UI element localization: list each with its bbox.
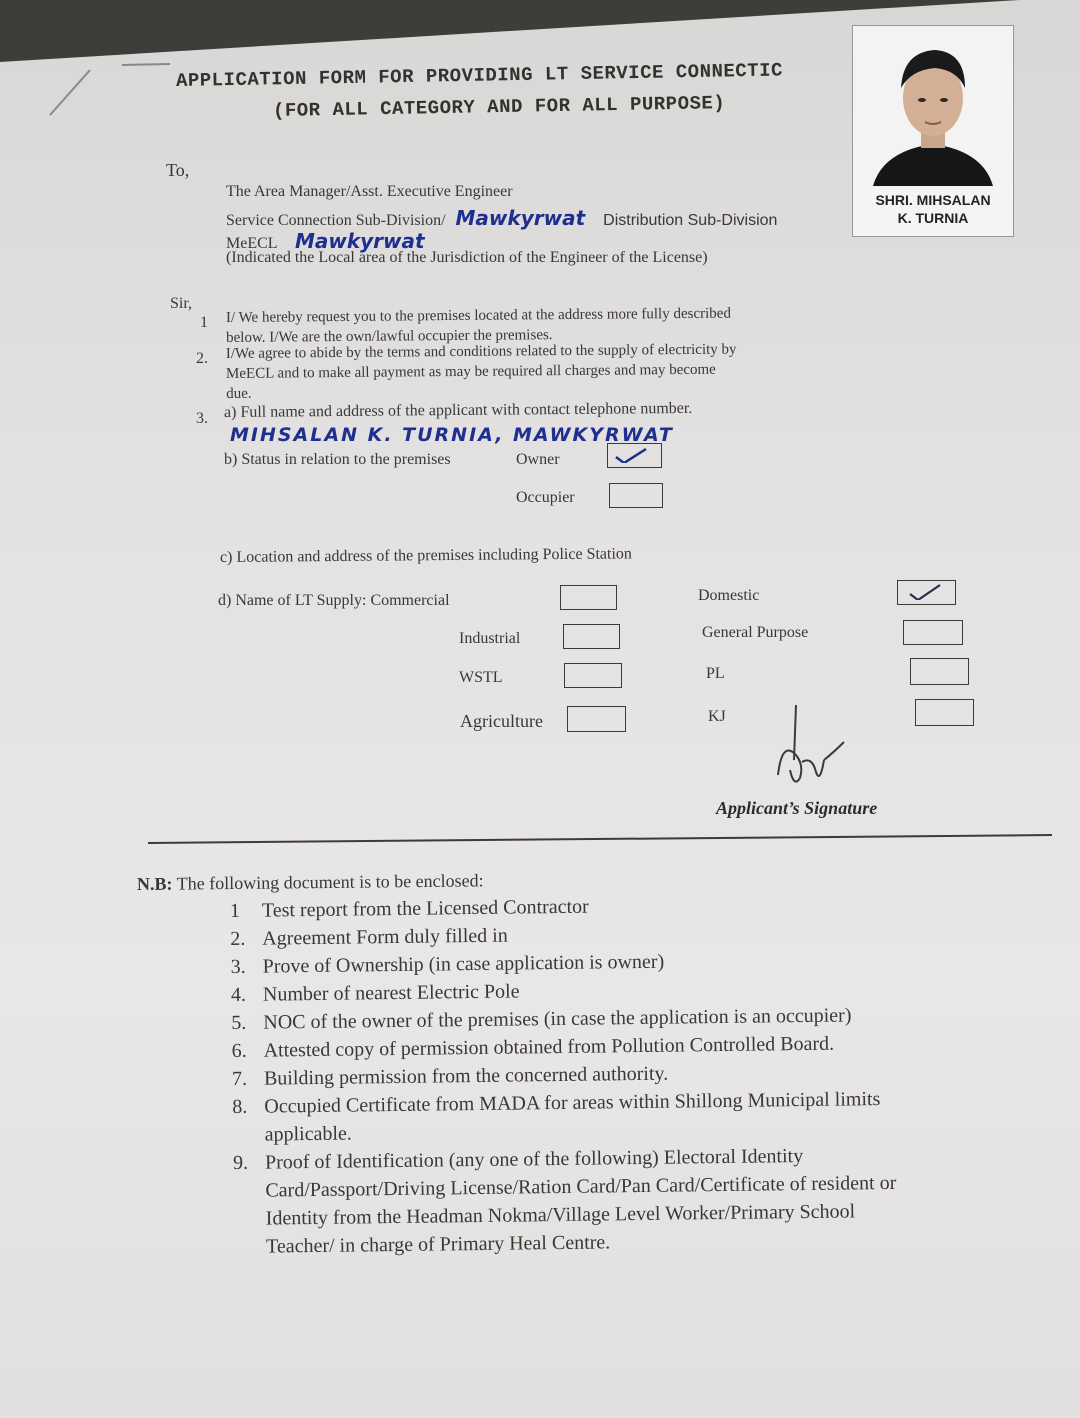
nb-document-list [230, 889, 897, 1261]
list-item: 3. Prove of Ownership (in case application is owner) [230, 950, 665, 979]
list-item: 8. Occupied Certificate from MADA for areas within Shillong Municipal limits [232, 1088, 881, 1118]
nb-heading-text: The following document is to be enclosed: [176, 870, 484, 894]
applicant-name-handwritten: MIHSALAN K. TURNIA, MAWKYRWAT [230, 424, 674, 446]
para1-line1: I/ We hereby request you to the premises located at the address more fully described [225, 305, 731, 327]
list-item: applicable. [264, 1122, 352, 1146]
distribution-subdivision-label: Distribution Sub-Division [603, 212, 778, 229]
form-title-line2: (FOR ALL CATEGORY AND FOR ALL PURPOSE) [272, 92, 726, 122]
list-item: Card/Passport/Driving License/Ration Card/Pan Card/Certificate of resident or [265, 1171, 897, 1202]
nb-heading-bold: N.B: [136, 873, 173, 894]
address-line2-text: Service Connection Sub-Division/ [226, 212, 446, 229]
owner-label: Owner [516, 451, 560, 468]
pencil-mark [40, 50, 180, 130]
item-3c-label: c) Location and address of the premises including Police Station [219, 545, 632, 566]
handwritten-signature [760, 700, 860, 795]
list-item: 2. Agreement Form duly filled in [230, 924, 508, 951]
check-icon [906, 582, 942, 600]
owner-checkbox[interactable] [607, 443, 662, 468]
general-purpose-label: General Purpose [702, 624, 809, 641]
item-3d-label: d) Name of LT Supply: Commercial [218, 592, 450, 609]
agriculture-checkbox[interactable] [567, 706, 626, 732]
para1-line2: below. I/We are the own/lawful occupier the premises. [226, 327, 553, 346]
nb-heading [137, 870, 484, 895]
list-item: 4. Number of nearest Electric Pole [230, 980, 520, 1007]
para2 [226, 340, 737, 404]
agriculture-label: Agriculture [460, 711, 543, 731]
kj-checkbox[interactable] [915, 699, 974, 726]
kj-label: KJ [708, 708, 726, 725]
domestic-label: Domestic [698, 587, 760, 604]
occupier-label: Occupier [516, 489, 575, 506]
salutation: Sir, [170, 295, 193, 312]
para1-num: 1 [200, 314, 208, 331]
form-title-line1: APPLICATION FORM FOR PROVIDING LT SERVICE CONNECTIC [175, 59, 784, 92]
list-item: 9. Proof of Identification (any one of the following) Electoral Identity [232, 1145, 804, 1174]
list-item: 6. Attested copy of permission obtained from Pollution Controlled Board. [231, 1032, 835, 1063]
wstl-label: WSTL [459, 669, 503, 686]
commercial-checkbox[interactable] [560, 585, 617, 610]
occupier-checkbox[interactable] [609, 483, 663, 508]
para2-line3: due. [226, 385, 252, 402]
list-item: 1 Test report from the Licensed Contractor [229, 895, 589, 923]
para3-num: 3. [196, 410, 208, 427]
para2-line2: MeECL and to make all payment as may be required all charges and may become [225, 361, 716, 382]
person-portrait-icon [853, 26, 1013, 186]
industrial-checkbox[interactable] [563, 624, 620, 649]
applicant-signature-label: Applicant’s Signature [716, 798, 878, 818]
subdivision-handwritten: Mawkyrwat [455, 206, 586, 230]
address-line4: (Indicated the Local area of the Jurisdiction of the Engineer of the License) [226, 249, 708, 266]
meecl-handwritten: Mawkyrwat [294, 229, 425, 253]
list-item: Identity from the Headman Nokma/Village Level Worker/Primary School [265, 1200, 856, 1230]
meecl-label: MeECL [226, 235, 277, 252]
address-line2 [226, 206, 777, 230]
item-3a-label: a) Full name and address of the applicant with contact telephone number. [223, 399, 693, 421]
list-item: Teacher/ in charge of Primary Heal Centre. [265, 1231, 611, 1258]
list-item: 5. NOC of the owner of the premises (in case the application is an occupier) [231, 1004, 852, 1035]
general-purpose-checkbox[interactable] [903, 620, 963, 645]
item-3b-label: b) Status in relation to the premises [224, 451, 451, 468]
para2-num: 2. [196, 350, 208, 367]
industrial-label: Industrial [459, 630, 521, 647]
photo-caption-line2: K. TURNIA [897, 210, 969, 226]
photo-caption-line1: SHRI. MIHSALAN [875, 192, 991, 208]
check-icon [612, 445, 648, 463]
list-item: 7. Building permission from the concerned authority. [231, 1062, 669, 1090]
to-label: To, [166, 160, 190, 180]
wstl-checkbox[interactable] [564, 663, 622, 688]
applicant-photo [852, 25, 1014, 237]
domestic-checkbox[interactable] [897, 580, 956, 605]
pl-checkbox[interactable] [910, 658, 969, 685]
address-line1: The Area Manager/Asst. Executive Engineer [226, 183, 513, 200]
para2-line1: I/We agree to abide by the terms and conditions related to the supply of electricity by [225, 341, 737, 363]
pl-label: PL [706, 665, 725, 682]
